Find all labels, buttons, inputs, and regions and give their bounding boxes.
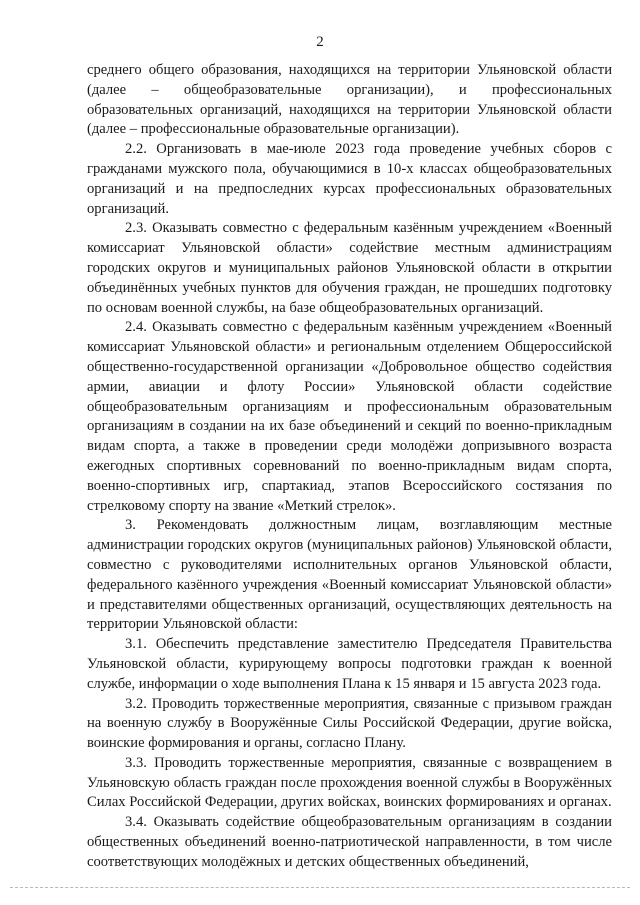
- paragraph-3-1: 3.1. Обеспечить представление заместителю Председателя Правительства Ульяновской области, курирующему вопросы подготовки граждан к военной службе, информации о ходе выполнения Плана к 15 января и 15 августа 2023 года.: [87, 636, 612, 692]
- paragraph-3-2: 3.2. Проводить торжественные мероприятия, связанные с призывом граждан на военную службу в Вооружённые Силы Российской Федерации, другие войска, воинские формирования и органы, согласно Плану.: [87, 695, 612, 752]
- paragraph-2-4: 2.4. Оказывать совместно с федеральным казённым учреждением «Военный комиссариат Ульяновской области» и региональным отделением Общероссийской общественно-государственной организации «Добровольное общество содействия армии, авиации и флоту России» Ульяновской области содействие общеобразовательным организациям и профессиональным образовательным организациям в создании на их базе объединений и секций по военно-прикладным видам спорта, а также в проведении среди молодёжи допризывного возраста ежегодных спортивных соревнований по военно-прикладным видам спорта, военно-спортивных игр, спартакиад, этапов Всероссийского состязания по стрелковому спорту на звание «Меткий стрелок».: [87, 319, 612, 514]
- paragraph-2-2: 2.2. Организовать в мае-июле 2023 года проведение учебных сборов с гражданами мужского пола, обучающимися в 10-х классах общеобразовательных организаций и на предпоследних курсах профессиональных образовательных организаций.: [87, 141, 612, 217]
- page-number: 2: [316, 34, 324, 50]
- paragraph-continuation: среднего общего образования, находящихся на территории Ульяновской области (далее – общеобразовательные организации), и профессиональных образовательных организаций, находящихся на территории Ульяновской области (далее – профессиональные образовательные организации).: [87, 62, 612, 138]
- document-body: [87, 61, 612, 873]
- paragraph-3: 3. Рекомендовать должностным лицам, возглавляющим местные администрации городских округов (муниципальных районов) Ульяновской области, совместно с руководителями исполнительных органов Ульяновской области, федерального казённого учреждения «Военный комиссариат Ульяновской области» и представителями общественных организаций, осуществляющих деятельность на территории Ульяновской области:: [87, 517, 612, 633]
- paragraph-2-3: 2.3. Оказывать совместно с федеральным казённым учреждением «Военный комиссариат Ульяновской области» содействие местным администрациям городских округов и муниципальных районов Ульяновской области в открытии объединённых учебных пунктов для обучения граждан, не прошедших подготовку по основам военной службы, на базе общеобразовательных организаций.: [87, 220, 612, 316]
- scan-edge-line: [10, 887, 630, 889]
- paragraph-3-4: 3.4. Оказывать содействие общеобразовательным организациям в создании общественных объединений военно-патриотической направленности, в том числе соответствующих молодёжных и детских общественных объединений,: [87, 814, 612, 870]
- paragraph-3-3: 3.3. Проводить торжественные мероприятия, связанные с возвращением в Ульяновскую область граждан после прохождения военной службы в Вооружённых Силах Российской Федерации, других войсках, воинских формированиях и органах.: [87, 754, 612, 811]
